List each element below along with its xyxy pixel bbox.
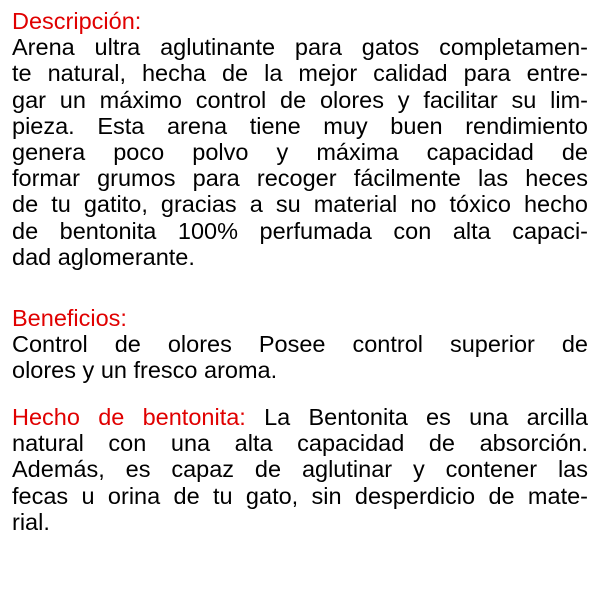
bentonita-line: rial. [12,508,50,535]
beneficios-line: Control de olores Posee control superior de [12,331,588,358]
descripcion-line: Arena ultra aglutinante para gatos completamen- [12,34,588,61]
bentonita-first-line [12,404,588,430]
descripcion-section [12,8,588,270]
bentonita-heading: Hecho de bentonita: [12,404,246,430]
bentonita-line: natural con una alta capacidad de absorción. [12,430,588,457]
descripcion-line: gar un máximo control de olores y facilitar su lim- [12,86,588,113]
descripcion-line: dad aglomerante. [12,243,195,270]
beneficios-line: olores y un fresco aroma. [12,357,278,384]
descripcion-heading: Descripción: [12,8,142,34]
descripcion-line: formar grumos para recoger fácilmente las heces [12,165,588,192]
descripcion-line: te natural, hecha de la mejor calidad para entre- [12,60,588,87]
bentonita-section [12,404,588,535]
descripcion-line: genera poco polvo y máxima capacidad de [12,138,588,165]
bentonita-line: fecas u orina de tu gato, sin desperdicio de mate- [12,482,588,509]
descripcion-line: de bentonita 100% perfumada con alta capaci- [12,217,588,244]
descripcion-line: de tu gatito, gracias a su material no tóxico hecho [12,191,588,218]
beneficios-section [12,305,588,384]
descripcion-line: pieza. Esta arena tiene muy buen rendimiento [12,112,588,139]
bentonita-line: Además, es capaz de aglutinar y contener las [12,456,588,483]
beneficios-heading: Beneficios: [12,305,127,331]
bentonita-first-line-text: La Bentonita es una arcilla [245,404,588,430]
